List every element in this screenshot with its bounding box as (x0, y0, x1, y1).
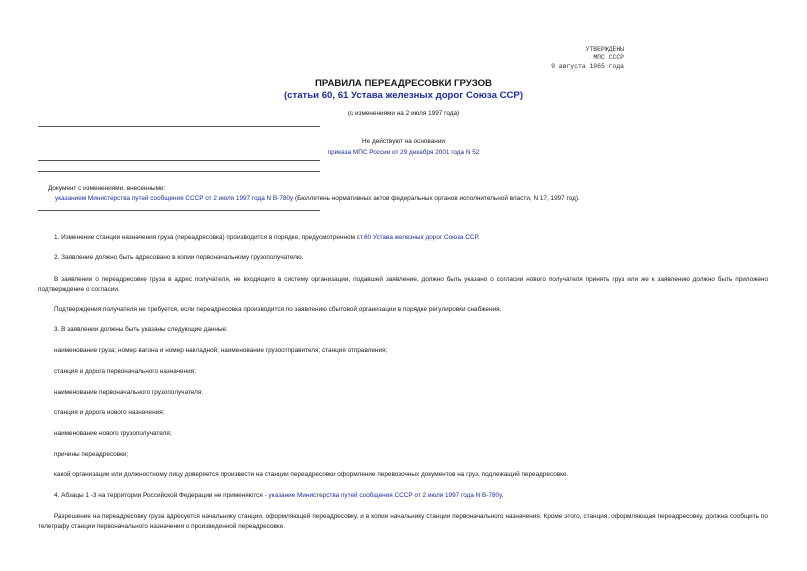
list-item: наименование первоначального грузополучателя; (54, 389, 204, 396)
invalid-note: Не действуют на основании (362, 138, 445, 145)
list-item: наименование груза; номер вагона и номер накладной; наименование грузоотправителя; станция отправления; (54, 347, 388, 354)
list-item: станция и дорога нового назначения; (54, 409, 165, 416)
list-item: станция и дорога первоначального назначения; (54, 368, 196, 375)
invalid-order-link[interactable]: приказа МПС России от 29 декабря 2001 года N 52 (327, 149, 480, 156)
document-title: ПРАВИЛА ПЕРЕАДРЕСОВКИ ГРУЗОВ (315, 78, 492, 89)
divider (38, 171, 320, 172)
approval-line-3: 9 августа 1965 года (551, 62, 624, 70)
charter-article-60-link[interactable]: ст.60 Устава железных дорог Союза ССР (356, 234, 478, 241)
changes-source: (Бюллетень нормативных актов федеральных органов исполнительной власти, N 17, 1997 год). (293, 195, 580, 202)
changes-line (55, 195, 785, 202)
list-item: причины переадресовки; (54, 451, 129, 458)
amendments-note: (с изменениями на 2 июля 1997 года) (347, 110, 460, 117)
paragraph-2: 2. Заявление должно быть адресовано в копии первоначальному грузополучателю. (54, 254, 304, 261)
list-item: наименование нового грузополучателя; (54, 430, 172, 437)
divider (38, 126, 320, 127)
paragraph-5: 3. В заявлении должны быть указаны следующие данные: (54, 326, 228, 333)
paragraph-1 (38, 233, 768, 243)
divider (38, 210, 320, 211)
divider (38, 160, 320, 161)
paragraph-13-text: 4. Абзацы 1 -3 на территории Российской Федерации не применяются - (54, 492, 269, 499)
ministry-instruction-link[interactable]: указание Министерства путей сообщения СССР от 2 июля 1997 года N В-780у (268, 492, 502, 499)
paragraph-4: Подтверждения получателя не требуется, если переадресовка производится по заявлению сбытовой организации в порядке регулировки снабжения. (54, 306, 502, 313)
changes-link[interactable]: указанием Министерства путей сообщения СССР от 2 июля 1997 года N В-780у (55, 195, 294, 202)
paragraph-14: Разрешение на переадресовку груза адресуется начальнику станции, оформляющей переадресовку, и в копии начальнику станции первоначального назначения. Кроме этого, станция, оформляющая переадресовку, должна сообщить по телеграфу станции первоначального назначения о произведенной переадресовке. (38, 513, 768, 530)
paragraph-3: В заявлении о переадресовке груза в адрес получателя, не входящего в систему организации, подавшей заявление, должно быть указано о согласии нового получателя принять груз или же к заявлению должно быть приложено подтверждение о согласии. (38, 276, 768, 293)
changes-label: Документ с изменениями, внесенными: (48, 185, 166, 192)
approval-block (520, 46, 624, 71)
paragraph-1-text: 1. Изменение станции назначения груза (переадресовка) производится в порядке, предусмотренном (54, 234, 357, 241)
paragraph-1-end: . (477, 234, 480, 241)
paragraph-4-clause (38, 491, 768, 501)
document-subtitle: (статьи 60, 61 Устава железных дорог Союза ССР) (283, 90, 524, 101)
approval-line-1: УТВЕРЖДЕНЫ (585, 46, 624, 53)
list-item: какой организации или должностному лицу доверяется произвести на станции переадресовки оформление перевозочных документов на груз, подлежащий переадресовке. (54, 471, 569, 478)
approval-line-2: МПС СССР (593, 54, 624, 62)
paragraph-13-end: . (501, 492, 504, 499)
